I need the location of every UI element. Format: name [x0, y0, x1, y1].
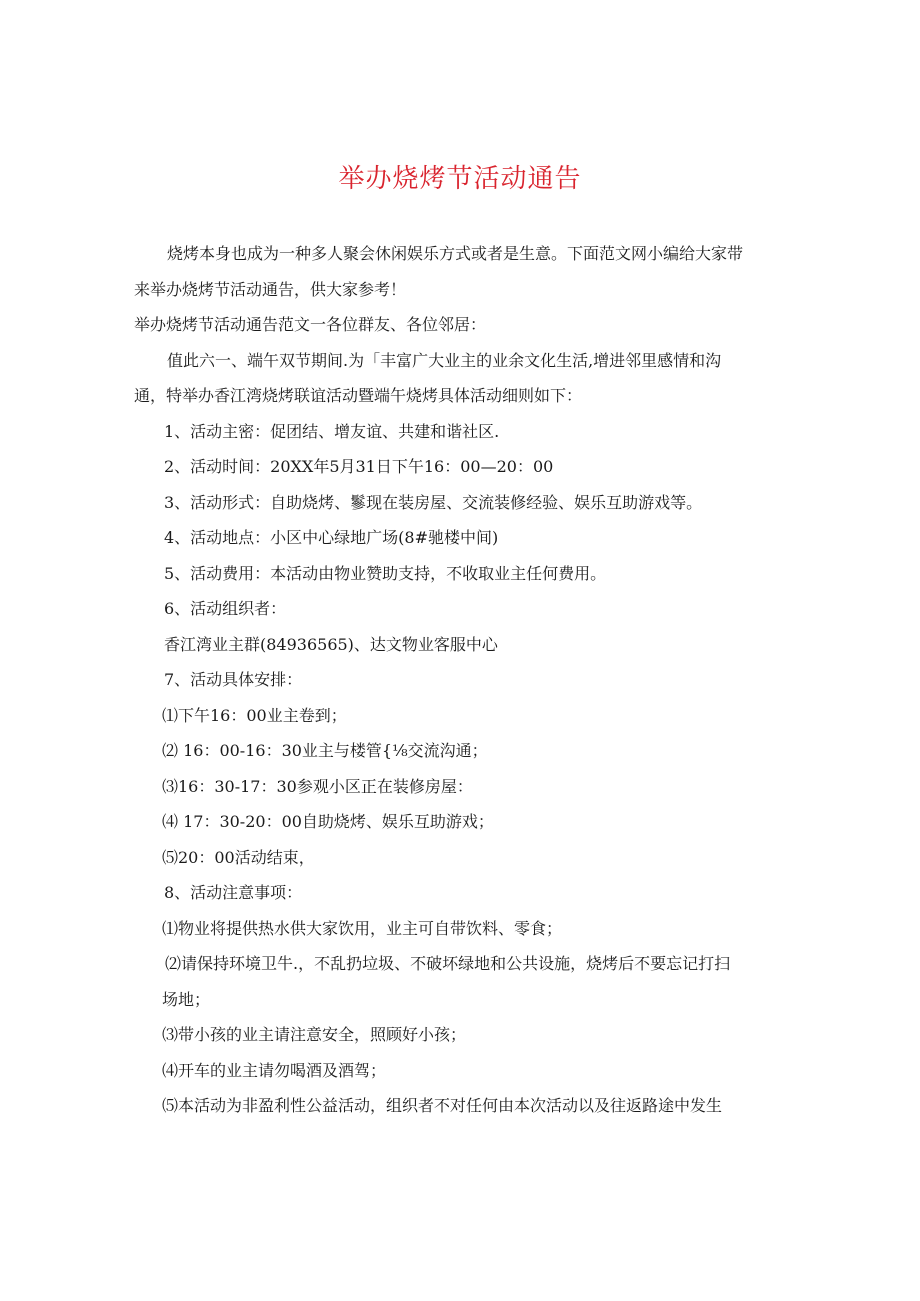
- purpose-line-1: 值此六一、端午双节期间.为「丰富广大业主的业余文化生活,增进邻里感情和沟: [167, 350, 722, 370]
- item-time: 2、活动时间：20XX年5月31日下午16：00—20：00: [164, 457, 554, 476]
- item-organizer-detail: 香江湾业主群(84936565)、达文物业客服中心: [164, 634, 498, 654]
- note-item-1: ⑴物业将提供热水供大家饮用，业主可自带饮料、零食；: [162, 918, 563, 938]
- item-format: 3、活动形式：自助烧烤、鬖现在装房屋、交流装修经验、娱乐互助游戏等。: [164, 492, 703, 512]
- item-theme: 1、活动主密：促团结、增友谊、共建和谐社区.: [164, 421, 500, 441]
- note-item-3: ⑶带小孩的业主请注意安全，照顾好小孩；: [162, 1025, 467, 1044]
- purpose-line-2: 通，特举办香江湾烧烤联谊活动暨端午烧烤具体活动细则如下：: [134, 386, 583, 405]
- note-item-2-line-1: ⑵请保持环境卫牛.，不乱扔垃圾、不破坏绿地和公共设施，烧烤后不要忘记打扫: [165, 954, 731, 973]
- item-location: 4、活动地点：小区中心绿地广场(8#驰楼中间): [164, 528, 499, 547]
- document-title: 举办烧烤节活动通告: [338, 164, 582, 194]
- item-cost: 5、活动费用：本活动由物业赞助支持，不收取业主任何费用。: [164, 563, 607, 583]
- note-item-4: ⑷开车的业主请勿喝酒及酒驾；: [162, 1060, 387, 1080]
- document-body: [134, 236, 794, 1124]
- item-organizer-heading: 6、活动组织者：: [164, 599, 287, 618]
- schedule-item-3: ⑶16：30-17：30参观小区正在装修房屋：: [162, 776, 473, 796]
- note-item-5: ⑸本活动为非盈利性公益活动，组织者不对任何由本次活动以及往返路途中发生: [162, 1096, 723, 1115]
- intro-line-1: 烧烤本身也成为一种多人聚会休闲娱乐方式或者是生意。下面范文网小编给大家带: [167, 244, 744, 263]
- schedule-item-2: ⑵ 16：00-16：30业主与楼管{⅛交流沟通；: [162, 741, 488, 760]
- note-item-2-line-2: 场地；: [162, 989, 211, 1009]
- schedule-item-4: ⑷ 17：30-20：00自助烧烤、娱乐互助游戏；: [162, 812, 494, 831]
- schedule-item-5: ⑸20：00活动结束，: [162, 847, 315, 867]
- item-schedule-heading: 7、活动具体安排：: [164, 670, 303, 689]
- schedule-item-1: ⑴下午16：00业主卷到；: [162, 705, 347, 725]
- item-notes-heading: 8、活动注意事项：: [164, 883, 303, 902]
- intro-line-2: 来举办烧烤节活动通告，供大家参考！: [134, 279, 407, 299]
- greeting-line: 举办烧烤节活动通告范文一各位群友、各位邻居：: [134, 315, 487, 334]
